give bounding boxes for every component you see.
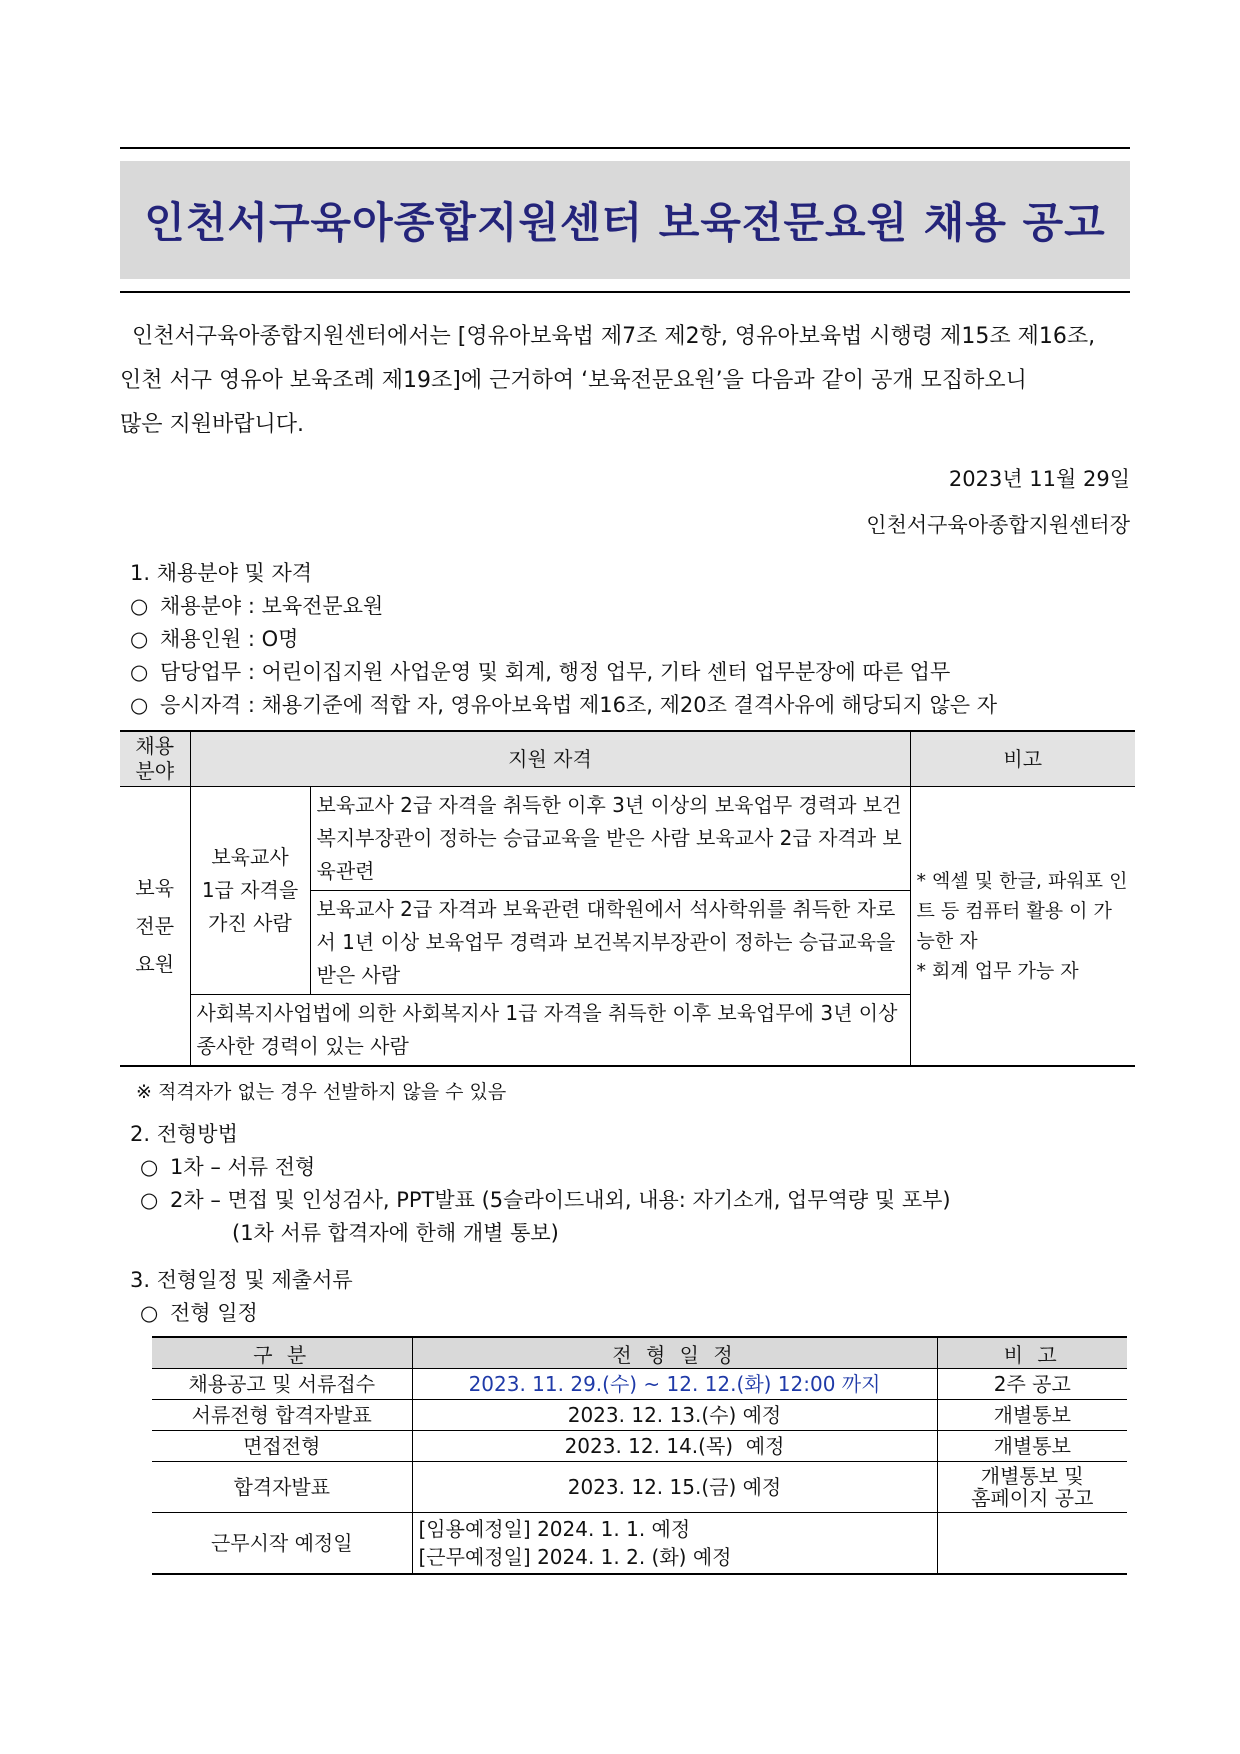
section-selection — [120, 1118, 1130, 1250]
circle-bullet-icon: ○ — [130, 594, 149, 618]
section-heading: 1. 채용분야 및 자격 — [130, 561, 313, 585]
header-stage: 구 분 — [152, 1337, 412, 1369]
section-recruitment — [120, 557, 1130, 722]
notice-date: 2023년 11월 29일 — [948, 467, 1130, 491]
bullet-item: ○ 담당업무 : 어린이집지원 사업운영 및 회계, 행정 업무, 기타 센터 업무분장에 따른 업무 — [130, 656, 1130, 689]
header-field: 채용 분야 — [120, 731, 190, 787]
notice-page — [120, 147, 1130, 1575]
section-heading: 2. 전형방법 — [130, 1122, 238, 1146]
bullet-item: ○ 채용분야 : 보육전문요원 — [130, 590, 1130, 623]
section-schedule — [120, 1264, 1130, 1330]
bullet-item: ○ 1차 – 서류 전형 — [140, 1151, 1130, 1184]
remark-line: * 엑셀 및 한글, 파워포 인트 등 컴퓨터 활용 이 가능한 자 — [916, 870, 1128, 952]
qualification-table — [120, 730, 1135, 1067]
header-remark: 비 고 — [937, 1337, 1127, 1369]
table-row: 면접전형 2023. 12. 14.(목) 예정 개별통보 — [152, 1431, 1127, 1462]
circle-bullet-icon: ○ — [140, 1301, 159, 1325]
table-row: 합격자발표 2023. 12. 15.(금) 예정 개별통보 및 홈페이지 공고 — [152, 1462, 1127, 1513]
header-remark: 비고 — [910, 731, 1135, 787]
issuer: 인천서구육아종합지원센터장 — [866, 513, 1130, 537]
sub-note: (1차 서류 합격자에 한해 개별 통보) — [232, 1221, 559, 1245]
header-schedule: 전 형 일 정 — [412, 1337, 937, 1369]
circle-bullet-icon: ○ — [130, 627, 149, 651]
bullet-item: ○ 채용인원 : O명 — [130, 623, 1130, 656]
bullet-item: ○ 응시자격 : 채용기준에 적합 자, 영유아보육법 제16조, 제20조 결격사유에 해당되지 않은 자 — [130, 689, 1130, 722]
intro-line: 많은 지원바랍니다. — [120, 412, 305, 437]
footnote: ※ 적격자가 없는 경우 선발하지 않을 수 있음 — [136, 1081, 507, 1103]
title-bottom-rule — [120, 291, 1130, 293]
group-cell: 보육교사 1급 자격을 가진 사람 — [190, 787, 310, 995]
circle-bullet-icon: ○ — [130, 660, 149, 684]
qualification-item: 보육교사 2급 자격을 취득한 이후 3년 이상의 보육업무 경력과 보건복지부장관이 정하는 승급교육을 받은 사람 보육교사 2급 자격과 보육관련 — [310, 787, 910, 891]
highlighted-schedule: 2023. 11. 29.(수) ~ 12. 12.(화) 12:00 까지 — [412, 1369, 937, 1400]
qualification-item: 사회복지사업법에 의한 사회복지사 1급 자격을 취득한 이후 보육업무에 3년 이상 종사한 경력이 있는 사람 — [190, 995, 910, 1067]
intro-line: 인천 서구 영유아 보육조례 제19조]에 근거하여 ‘보육전문요원’을 다음과 같이 공개 모집하오니 — [120, 368, 1027, 393]
remark-cell — [910, 787, 1135, 1067]
circle-bullet-icon: ○ — [140, 1188, 159, 1212]
intro-line: 인천서구육아종합지원센터에서는 [영유아보육법 제7조 제2항, 영유아보육법 시행령 제15조 제16조, — [132, 324, 1096, 349]
intro-paragraph — [120, 315, 1130, 447]
top-rule — [120, 147, 1130, 149]
header-qualification: 지원 자격 — [190, 731, 910, 787]
remark-line: * 회계 업무 가능 자 — [916, 960, 1079, 982]
qualification-item: 보육교사 2급 자격과 보육관련 대학원에서 석사학위를 취득한 자로서 1년 이상 보육업무 경력과 보건복지부장관이 정하는 승급교육을 받은 사람 — [310, 891, 910, 995]
field-cell: 보육 전문 요원 — [120, 787, 190, 1067]
page-title: 인천서구육아종합지원센터 보육전문요원 채용 공고 — [144, 198, 1106, 247]
table-row: 서류전형 합격자발표 2023. 12. 13.(수) 예정 개별통보 — [152, 1400, 1127, 1431]
table-row: 채용공고 및 서류접수 2023. 11. 29.(수) ~ 12. 12.(화) 12:00 까지 2주 공고 — [152, 1369, 1127, 1400]
bullet-item: ○ 전형 일정 — [140, 1297, 1130, 1330]
bullet-item: ○ 2차 – 면접 및 인성검사, PPT발표 (5슬라이드내외, 내용: 자기소개, 업무역량 및 포부) — [140, 1184, 1130, 1217]
section-heading: 3. 전형일정 및 제출서류 — [130, 1268, 353, 1292]
title-banner — [120, 161, 1130, 279]
circle-bullet-icon: ○ — [130, 693, 149, 717]
schedule-table — [152, 1336, 1127, 1575]
table-row: 근무시작 예정일 [임용예정일] 2024. 1. 1. 예정 [근무예정일] 2024. 1. 2. (화) 예정 — [152, 1513, 1127, 1575]
circle-bullet-icon: ○ — [140, 1155, 159, 1179]
